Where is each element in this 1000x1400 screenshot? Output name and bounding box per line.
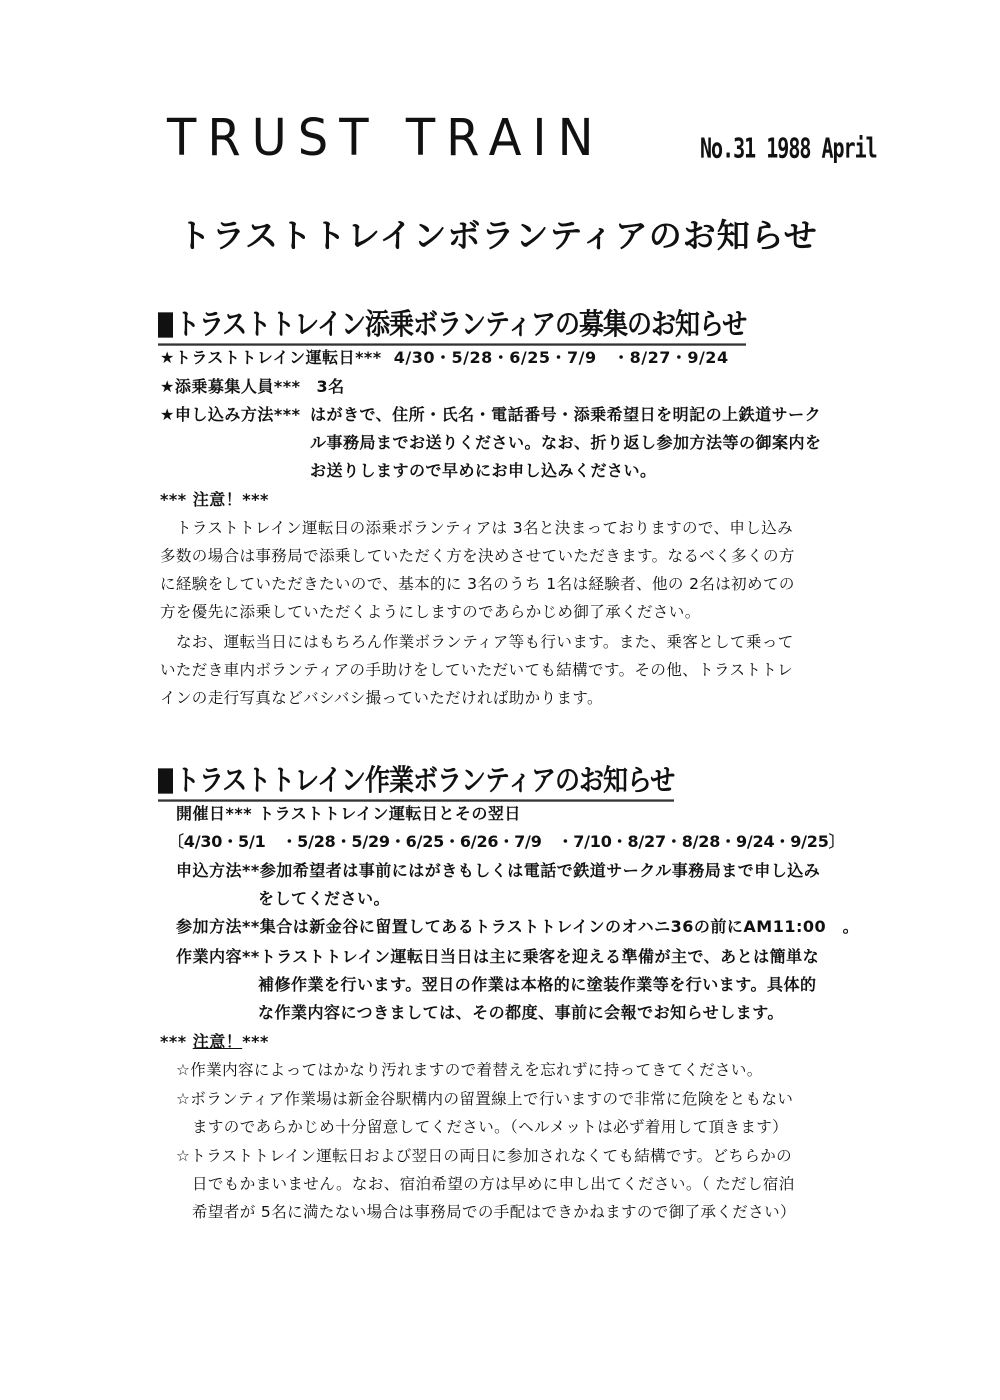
work-line-1: 作業内容**トラストトレイン運転日当日は主に乗客を迎える準備が主で、あとは簡単な [176, 947, 820, 966]
apply-label: ★申し込み方法*** [160, 405, 301, 424]
run-days-label: ★トラストトレイン運転日*** [160, 348, 382, 367]
notes-line-1: ☆作業内容によってはかなり汚れますので着替えを忘れずに持ってきてください。 [176, 1061, 763, 1079]
work-line-3: な作業内容につきましては、その都度、事前に会報でお知らせします。 [258, 1003, 784, 1022]
apply-line-1: はがきで、住所・氏名・電話番号・添乗希望日を明記の上鉄道サーク [310, 405, 822, 424]
notes-line-3: ますのであらかじめ十分留意してください。（ヘルメットは必ず着用して頂きます） [192, 1118, 788, 1136]
para1-line-7: インの走行写真などバシバシ撮っていただければ助かります。 [160, 689, 603, 707]
para1-line-5: なお、運転当日にはもちろん作業ボランティア等も行います。また、乗客として乗って [176, 633, 794, 651]
note-word: 注意！ [192, 490, 243, 509]
date-line: 開催日*** トラストトレイン運転日とその翌日 [176, 804, 521, 823]
section2-heading [158, 758, 674, 802]
note-suffix: *** [242, 1032, 269, 1051]
notes-line-4: ☆トラストトレイン運転日および翌日の両日に参加されなくても結構です。どちらかの [176, 1147, 793, 1165]
note-prefix: *** [160, 1032, 187, 1051]
section1-heading-text: トラストトレイン添乗ボランティアの募集のお知らせ [175, 307, 747, 342]
issue-info: No.31 1988 April [700, 131, 877, 165]
para1-line-1: トラストトレイン運転日の添乗ボランティアは 3名と決まっておりますので、申し込み [176, 519, 794, 537]
para1-line-3: に経験をしていただきたいので、基本的に 3名のうち 1名は経験者、他の 2名は初めての [160, 575, 795, 593]
para1-line-4: 方を優先に添乗していただくようにしますのであらかじめ御了承ください。 [160, 603, 701, 621]
recruit-row [160, 374, 345, 397]
note-prefix: *** [160, 490, 187, 509]
masthead-title: TRUST TRAIN [167, 108, 605, 168]
work-line-2: 補修作業を行います。翌日の作業は本格的に塗装作業等を行います。具体的 [258, 975, 817, 994]
section2-heading-text: トラストトレイン作業ボランティアのお知らせ [175, 763, 675, 798]
run-days-row [160, 345, 729, 368]
notes-line-2: ☆ボランティア作業場は新金谷駅構内の留置線上で行いますので非常に危険をともない [176, 1090, 794, 1108]
recruit-count: 3名 [316, 377, 345, 396]
section1-heading [158, 302, 746, 346]
para1-line-6: いただき車内ボランティアの手助けをしていただいても結構です。その他、トラストトレ [160, 661, 794, 679]
join-line: 参加方法**集合は新金谷に留置してあるトラストトレインのオハニ36の前にAM11:00 。 [176, 917, 860, 936]
recruit-label: ★添乗募集人員*** [160, 377, 301, 396]
apply2-line-2: をしてください。 [258, 889, 391, 908]
heading-square-icon [158, 768, 173, 793]
apply-line-3: お送りしますので早めにお申し込みください。 [310, 461, 657, 480]
section2-note [160, 1029, 269, 1052]
apply-line-2: ル事務局までお送りください。なお、折り返し参加方法等の御案内を [310, 433, 822, 452]
dates-line: 〔4/30・5/1 ・5/28・5/29・6/25・6/26・7/9 ・7/10・8/27・8/28・9/24・9/25〕 [168, 832, 845, 851]
notes-line-5: 日でもかまいません。なお、宿泊希望の方は早めに申し出てください。（ ただし宿泊 [192, 1175, 795, 1193]
para1-line-2: 多数の場合は事務局で添乗していただく方を決めさせていただきます。なるべく多くの方 [160, 547, 795, 565]
apply2-line-1: 申込方法**参加希望者は事前にはがきもしくは電話で鉄道サークル事務局まで申し込み [176, 861, 821, 880]
notes-line-6: 希望者が 5名に満たない場合は事務局での手配はできかねますので御了承ください） [192, 1203, 796, 1221]
section1-note [160, 487, 269, 510]
note-suffix: *** [242, 490, 269, 509]
heading-square-icon [158, 312, 173, 337]
page-subtitle: トラストトレインボランティアのお知らせ [178, 216, 818, 255]
run-days-value: 4/30・5/28・6/25・7/9 ・8/27・9/24 [393, 348, 729, 367]
note-word: 注意！ [192, 1032, 243, 1051]
